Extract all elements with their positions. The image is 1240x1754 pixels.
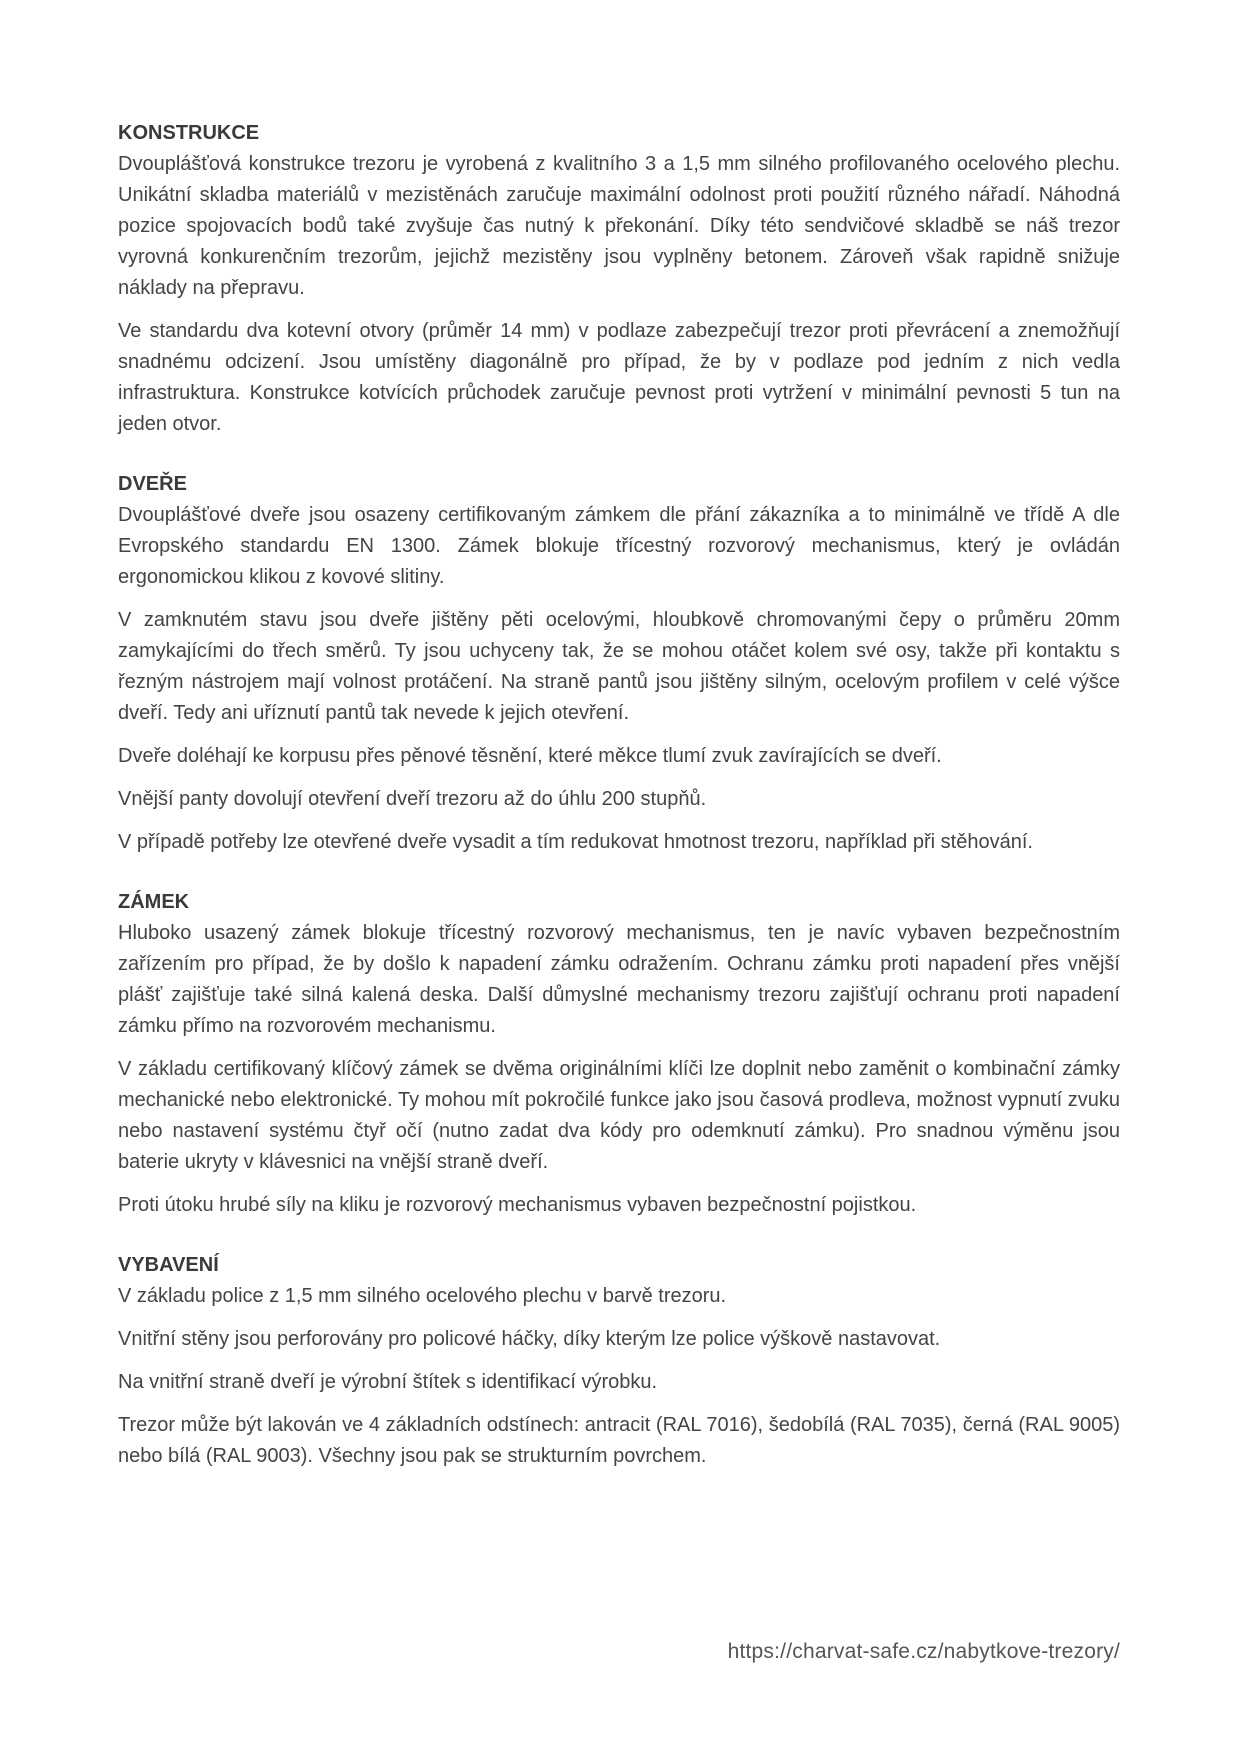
paragraph: Na vnitřní straně dveří je výrobní štítek s identifikací výrobku. [118,1371,658,1393]
paragraph: Dvouplášťová konstrukce trezoru je vyrobená z kvalitního 3 a 1,5 mm silného profilovaného ocelového plechu. Unikátní skladba materiálů v mezistěnách zaručuje maximální odolnost proti použití různého nářadí. Náhodná pozice spojovacích bodů také zvyšuje čas nutný k překonání. Díky této sendvičové skladbě se náš trezor vyrovná konkurenčním trezorům, jejichž mezistěny jsou vyplněny betonem. Zároveň však rapidně snižuje náklady na přepravu. [118,153,1120,299]
section-dveře [118,469,1120,858]
paragraph: Dveře doléhají ke korpusu přes pěnové těsnění, které měkce tlumí zvuk zavírajících se dveří. [118,745,942,767]
section-konstrukce [118,118,1120,440]
section-zámek [118,887,1120,1221]
paragraph: Dvouplášťové dveře jsou osazeny certifikovaným zámkem dle přání zákazníka a to minimálně ve třídě A dle Evropského standardu EN 1300. Zámek blokuje třícestný rozvorový mechanismus, který je ovládán ergonomickou klikou z kovové slitiny. [118,504,1120,588]
section-heading: ZÁMEK [118,891,190,913]
paragraph: Proti útoku hrubé síly na kliku je rozvorový mechanismus vybaven bezpečnostní pojistkou. [118,1194,917,1216]
section-heading: VYBAVENÍ [118,1254,219,1276]
paragraph: Vnější panty dovolují otevření dveří trezoru až do úhlu 200 stupňů. [118,788,707,810]
paragraph: Ve standardu dva kotevní otvory (průměr 14 mm) v podlaze zabezpečují trezor proti převrácení a znemožňují snadnému odcizení. Jsou umístěny diagonálně pro případ, že by v podlaze pod jedním z nich vedla infrastruktura. Konstrukce kotvících průchodek zaručuje pevnost proti vytržení v minimální pevnosti 5 tun na jeden otvor. [118,320,1120,435]
paragraph: Hluboko usazený zámek blokuje třícestný rozvorový mechanismus, ten je navíc vybaven bezpečnostním zařízením pro případ, že by došlo k napadení zámku odražením. Ochranu zámku proti napadení přes vnější plášť zajišťuje také silná kalená deska. Další důmyslné mechanismy trezoru zajišťují ochranu proti napadení zámku přímo na rozvorovém mechanismu. [118,922,1120,1037]
section-heading: DVEŘE [118,473,187,495]
section-vybavení [118,1250,1120,1472]
paragraph: Trezor může být lakován ve 4 základních odstínech: antracit (RAL 7016), šedobílá (RAL 7035), černá (RAL 9005) nebo bílá (RAL 9003). Všechny jsou pak se strukturním povrchem. [118,1414,1120,1467]
section-heading: KONSTRUKCE [118,122,260,144]
paragraph: V zamknutém stavu jsou dveře jištěny pěti ocelovými, hloubkově chromovanými čepy o průměru 20mm zamykajícími do třech směrů. Ty jsou uchyceny tak, že se mohou otáčet kolem své osy, takže při kontaktu s řezným nástrojem mají volnost protáčení. Na straně pantů jsou jištěny silným, ocelovým profilem v celé výšce dveří. Tedy ani uříznutí pantů tak nevede k jejich otevření. [118,609,1120,724]
paragraph: V základu certifikovaný klíčový zámek se dvěma originálními klíči lze doplnit nebo zaměnit o kombinační zámky mechanické nebo elektronické. Ty mohou mít pokročilé funkce jako jsou časová prodleva, možnost vypnutí zvuku nebo nastavení systému čtyř očí (nutno zadat dva kódy pro odemknutí zámku). Pro snadnou výměnu jsou baterie ukryty v klávesnici na vnější straně dveří. [118,1058,1120,1173]
paragraph: V případě potřeby lze otevřené dveře vysadit a tím redukovat hmotnost trezoru, například při stěhování. [118,831,1033,853]
footer-url-link[interactable]: https://charvat-safe.cz/nabytkove-trezory/ [727,1640,1120,1663]
paragraph: Vnitřní stěny jsou perforovány pro policové háčky, díky kterým lze police výškově nastavovat. [118,1328,941,1350]
document-body [118,118,1120,1501]
paragraph: V základu police z 1,5 mm silného ocelového plechu v barvě trezoru. [118,1285,727,1307]
